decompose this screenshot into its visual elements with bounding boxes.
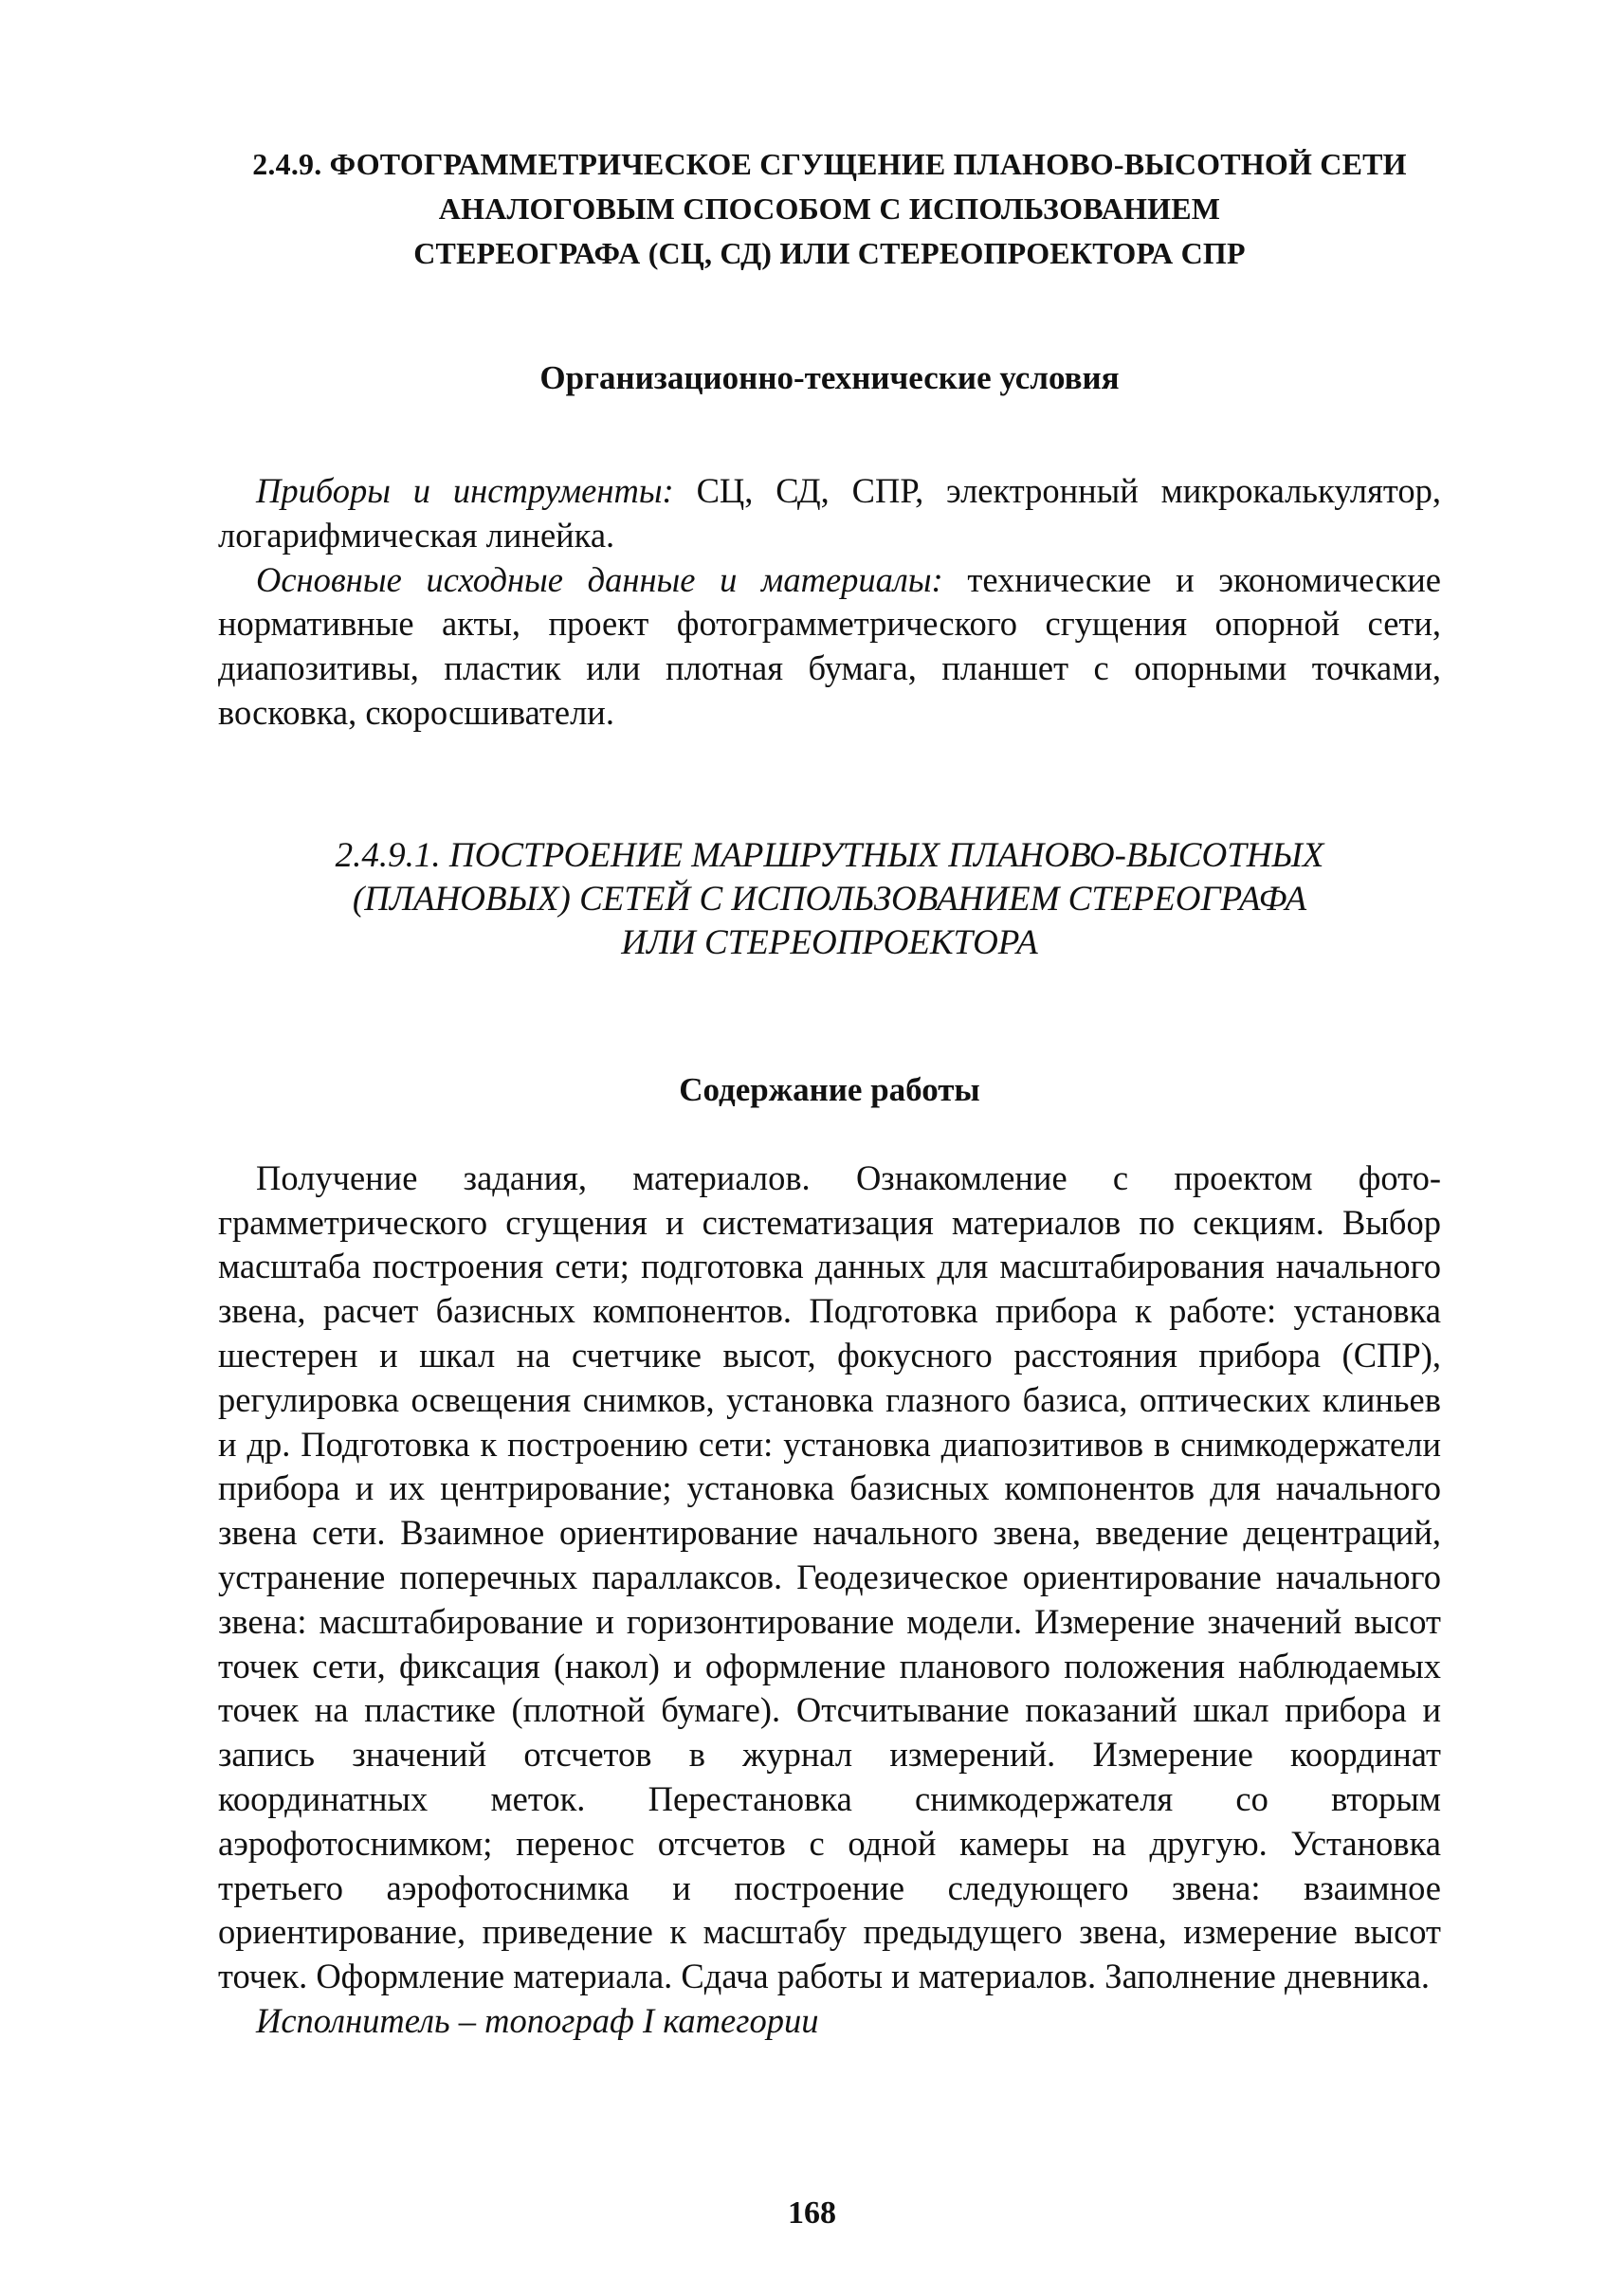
- conditions-title: Организационно-технические условия: [539, 359, 1120, 396]
- subsection-heading-line-3: ИЛИ СТЕРЕОПРОЕКТОРА: [621, 922, 1038, 962]
- work-content-paragraph: Получение задания, материалов. Ознакомление с проектом фотограмметрического сгущения и систематизация материалов по секциям. Выбор масштаба построения сети; подготовка данных для масштабирования начального звена, расчет базисных компонентов. Подготовка прибора к работе: установка шестерен и шкал на счетчике высот, фокусного расстояния прибора (СПР), регулировка освещения снимков, установка глазного базиса, оптических клиньев и др. Подготовка к построению сети: установка диапозитивов в снимкодержатели прибора и их центрирование; установка базисных компонентов для начального звена сети. Взаимное ориентирование начального звена, введение децентраций, устранение поперечных параллаксов. Геодезическое ориентирование начального звена: масштабирование и горизонтирование модели. Измерение значений высот точек сети, фиксация (накол) и оформление планового положения наблюдаемых точек на пластике (плотной бумаге). Отсчитывание показаний шкал прибора и запись значений отсчетов в журнал измерений. Измерение координат координатных меток. Перестановка снимкодержателя со вторым аэрофотоснимком; перенос отсчетов с одной камеры на другую. Установка третьего аэрофотоснимка и построение следующего звена: взаимное ориентирование, приведение к масштабу предыдущего звена, измерение высот точек. Оформление материала. Сдача работы и материалов. Заполнение дневника.: [218, 1157, 1441, 1996]
- materials-label: Основные исходные данные и материалы:: [256, 559, 943, 599]
- page-number: 168: [788, 2195, 836, 2231]
- document-page: [218, 142, 1441, 2044]
- performer-line: Исполнитель – топограф I категории: [256, 2000, 819, 2040]
- section-heading-line-1: 2.4.9. ФОТОГРАММЕТРИЧЕСКОЕ СГУЩЕНИЕ ПЛАНОВО-ВЫСОТНОЙ СЕТИ: [252, 147, 1407, 181]
- section-heading-line-2: АНАЛОГОВЫМ СПОСОБОМ С ИСПОЛЬЗОВАНИЕМ: [438, 191, 1221, 226]
- instruments-paragraph: [218, 469, 1441, 558]
- instruments-text: СЦ, СД, СПР, электронный микрокалькулятор, логарифмическая линейка.: [218, 471, 1441, 555]
- materials-text: технические и экономические нормативные акты, проект фотограмметрического сгущения опорной сети, диапозитивы, пластик или плотная бумага, планшет с опорными точками, восковка, скоросшиватели.: [218, 559, 1441, 732]
- instruments-label: Приборы и инструменты:: [256, 471, 674, 510]
- subsection-heading-line-1: 2.4.9.1. ПОСТРОЕНИЕ МАРШРУТНЫХ ПЛАНОВО-ВЫСОТНЫХ: [335, 835, 1324, 875]
- subsection-heading-line-2: (ПЛАНОВЫХ) СЕТЕЙ С ИСПОЛЬЗОВАНИЕМ СТЕРЕОГРАФА: [352, 879, 1307, 919]
- section-heading: [218, 142, 1441, 276]
- materials-paragraph: [218, 558, 1441, 736]
- subsection-heading: [218, 834, 1441, 965]
- section-heading-line-3: СТЕРЕОГРАФА (СЦ, СД) ИЛИ СТЕРЕОПРОЕКТОРА СПР: [413, 236, 1246, 270]
- work-title: Содержание работы: [679, 1070, 980, 1108]
